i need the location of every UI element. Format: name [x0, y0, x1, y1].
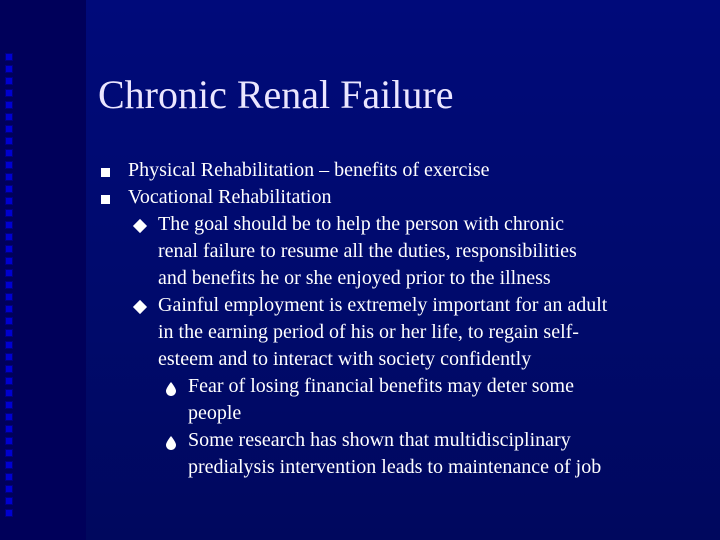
sub-bullet-item	[98, 211, 698, 238]
sub-sub-bullet-continuation	[98, 400, 698, 427]
bullet-item	[98, 157, 698, 184]
decorative-square-icon	[5, 197, 13, 205]
bullet-item	[98, 184, 698, 211]
decorative-square-icon	[5, 377, 13, 385]
decorative-square-icon	[5, 233, 13, 241]
sub-bullet-continuation	[98, 319, 698, 346]
sub-sub-bullet-line: Fear of losing financial benefits may deter some	[188, 375, 574, 397]
sub-bullet-line: in the earning period of his or her life, to regain self-	[158, 321, 579, 343]
decorative-square-icon	[5, 305, 13, 313]
decorative-square-icon	[5, 113, 13, 121]
sub-bullet-line: The goal should be to help the person with chronic	[158, 213, 565, 235]
diamond-bullet-icon	[133, 219, 147, 233]
sub-bullet-continuation	[98, 238, 698, 265]
sub-sub-bullet-line: predialysis intervention leads to maintenance of job	[188, 456, 602, 478]
decorative-square-icon	[5, 509, 13, 517]
square-bullet-icon	[101, 195, 110, 204]
sub-sub-bullet-item	[98, 373, 698, 400]
decorative-square-icon	[5, 473, 13, 481]
sub-bullet-line: renal failure to resume all the duties, responsibilities	[158, 240, 577, 262]
decorative-square-icon	[5, 257, 13, 265]
decorative-square-icon	[5, 53, 13, 61]
decorative-square-icon	[5, 497, 13, 505]
sub-sub-bullet-line: Some research has shown that multidisciplinary	[188, 429, 571, 451]
decorative-square-icon	[5, 317, 13, 325]
sub-bullet-line: Gainful employment is extremely important for an adult	[158, 294, 608, 316]
decorative-square-icon	[5, 149, 13, 157]
decorative-square-icon	[5, 389, 13, 397]
decorative-square-icon	[5, 365, 13, 373]
teardrop-bullet-icon	[165, 382, 177, 396]
bullet-text: Vocational Rehabilitation	[128, 186, 332, 208]
decorative-square-icon	[5, 281, 13, 289]
decorative-square-icon	[5, 101, 13, 109]
sub-sub-bullet-item	[98, 427, 698, 454]
decorative-square-icon	[5, 245, 13, 253]
sub-bullet-continuation	[98, 265, 698, 292]
decorative-square-icon	[5, 353, 13, 361]
decorative-square-icon	[5, 341, 13, 349]
decorative-squares-column	[5, 53, 19, 521]
decorative-square-icon	[5, 185, 13, 193]
teardrop-bullet-icon	[165, 436, 177, 450]
sub-bullet-line: and benefits he or she enjoyed prior to the illness	[158, 267, 551, 289]
decorative-square-icon	[5, 329, 13, 337]
bullet-list	[98, 157, 698, 481]
decorative-square-icon	[5, 437, 13, 445]
decorative-square-icon	[5, 425, 13, 433]
decorative-square-icon	[5, 449, 13, 457]
bullet-text: Physical Rehabilitation – benefits of exercise	[128, 159, 490, 181]
decorative-square-icon	[5, 77, 13, 85]
slide-title: Chronic Renal Failure	[98, 72, 454, 117]
decorative-square-icon	[5, 161, 13, 169]
sub-bullet-continuation	[98, 346, 698, 373]
diamond-bullet-icon	[133, 300, 147, 314]
decorative-square-icon	[5, 221, 13, 229]
decorative-square-icon	[5, 65, 13, 73]
decorative-square-icon	[5, 461, 13, 469]
decorative-square-icon	[5, 485, 13, 493]
decorative-square-icon	[5, 413, 13, 421]
sub-bullet-item	[98, 292, 698, 319]
sub-bullet-line: esteem and to interact with society confidently	[158, 348, 532, 370]
decorative-square-icon	[5, 125, 13, 133]
decorative-square-icon	[5, 401, 13, 409]
decorative-square-icon	[5, 293, 13, 301]
decorative-square-icon	[5, 269, 13, 277]
sub-sub-bullet-line: people	[188, 402, 242, 424]
decorative-square-icon	[5, 89, 13, 97]
square-bullet-icon	[101, 168, 110, 177]
left-decorative-band	[0, 0, 86, 540]
sub-sub-bullet-continuation	[98, 454, 698, 481]
decorative-square-icon	[5, 173, 13, 181]
decorative-square-icon	[5, 137, 13, 145]
decorative-square-icon	[5, 209, 13, 217]
